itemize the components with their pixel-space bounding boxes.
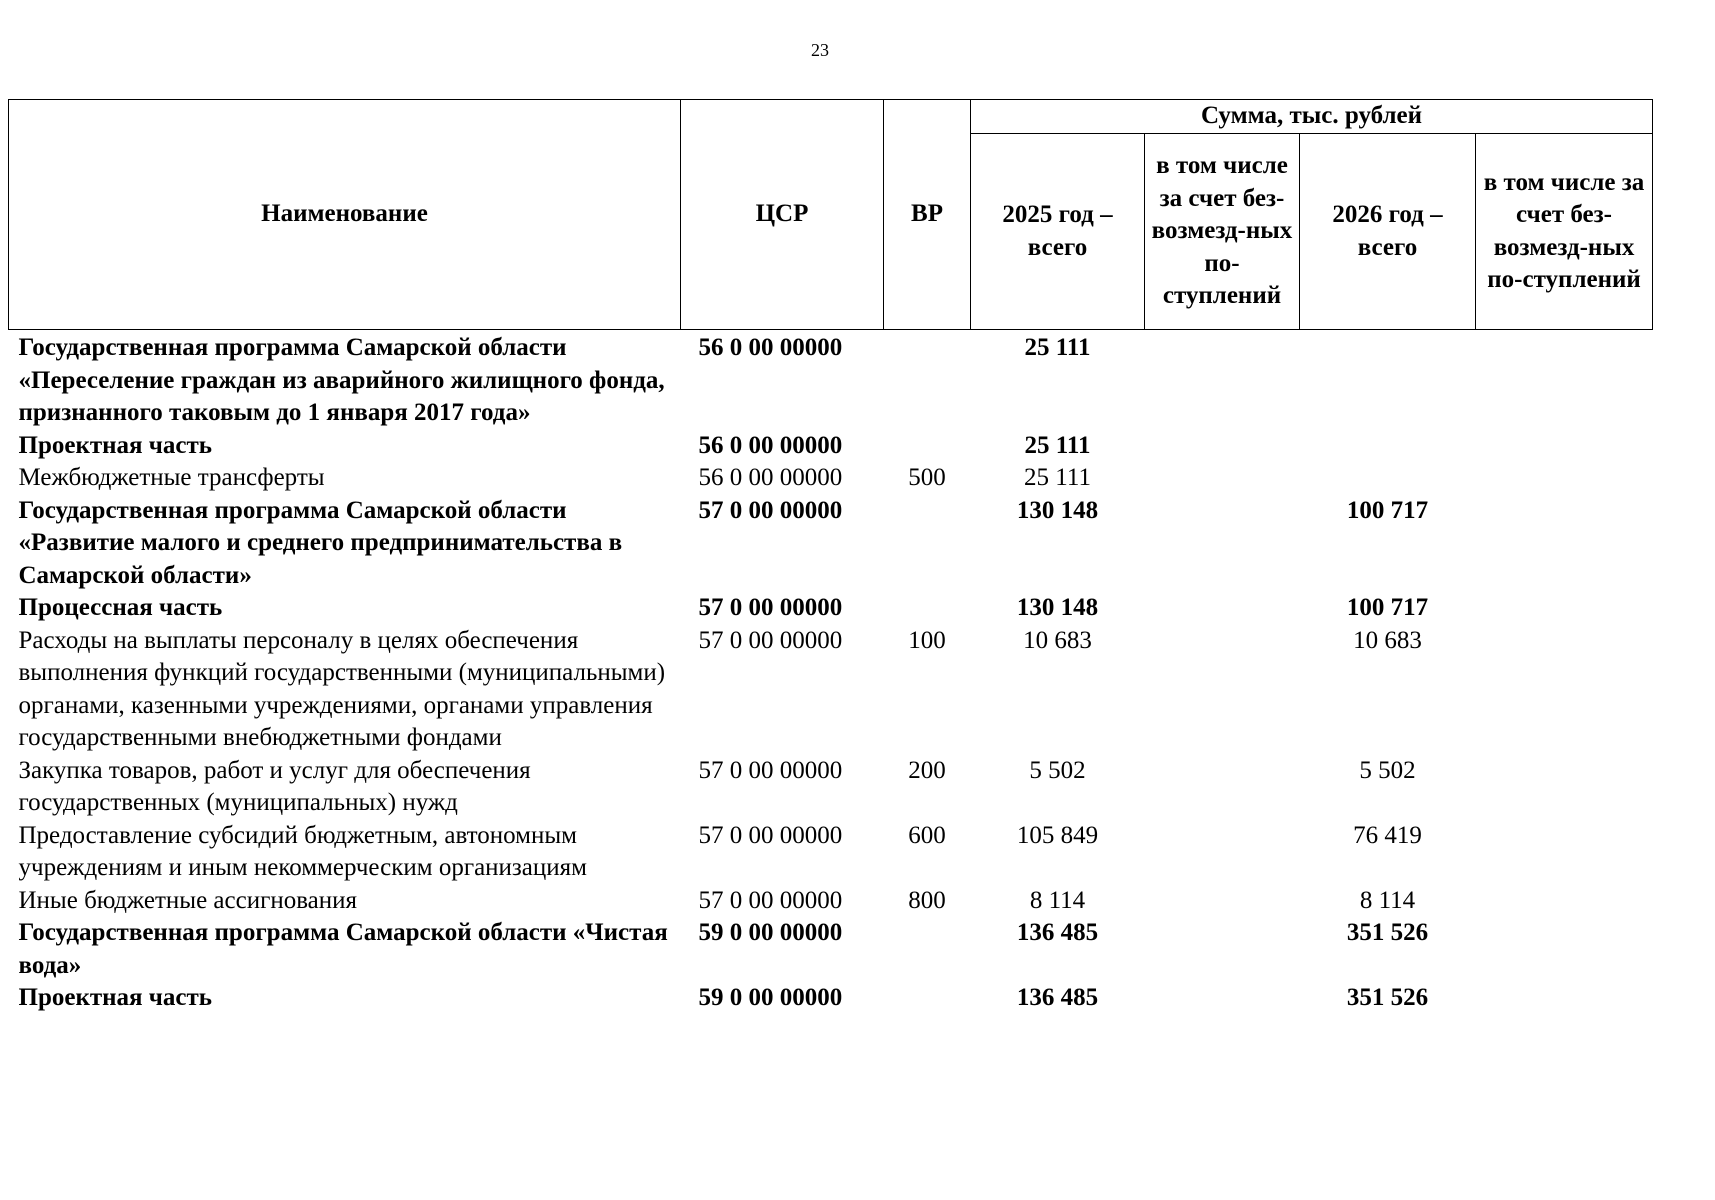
row-2025-gratuitous [1145, 982, 1300, 1015]
row-2025-total: 105 849 [1016, 821, 1099, 849]
row-csr: 59 0 00 00000 [698, 984, 843, 1011]
row-2025-total: 25 111 [1024, 431, 1091, 459]
table-row [9, 430, 1653, 463]
table-row [9, 820, 1653, 885]
row-2025-total: 8 114 [1029, 886, 1086, 914]
row-2025-total: 136 485 [1016, 984, 1099, 1011]
row-vr: 200 [908, 756, 946, 784]
row-vr [884, 330, 971, 430]
table-row [9, 495, 1653, 593]
row-2026-gratuitous [1476, 755, 1653, 820]
row-name: Иные бюджетные ассигнования [18, 886, 358, 914]
row-2026-total: 5 502 [1359, 756, 1416, 784]
row-vr [884, 917, 971, 982]
table-row [9, 462, 1653, 495]
table-row [9, 330, 1653, 430]
table-body [9, 330, 1653, 1015]
budget-table [8, 99, 1653, 1015]
row-2026-total: 100 717 [1346, 594, 1429, 621]
table-row [9, 592, 1653, 625]
row-2026-total: 351 526 [1346, 984, 1429, 1011]
row-2026-gratuitous [1476, 982, 1653, 1015]
row-csr: 56 0 00 00000 [698, 431, 843, 459]
row-2025-total: 10 683 [1023, 626, 1092, 654]
row-name: Проектная часть [18, 984, 213, 1011]
row-2026-total: 76 419 [1353, 821, 1422, 849]
row-2025-gratuitous [1145, 917, 1300, 982]
row-vr: 800 [908, 886, 946, 914]
row-vr: 100 [908, 626, 946, 654]
row-2025-gratuitous [1145, 625, 1300, 755]
row-2026-gratuitous [1476, 885, 1653, 918]
table-row [9, 917, 1653, 982]
row-2026-gratuitous [1476, 592, 1653, 625]
header-name: Наименование [9, 100, 681, 330]
row-2025-gratuitous [1145, 462, 1300, 495]
row-vr [884, 592, 971, 625]
row-2026-total [1300, 462, 1476, 495]
row-csr: 57 0 00 00000 [698, 626, 843, 654]
row-name: Расходы на выплаты персоналу в целях обеспечения выполнения функций государственными (муниципальными) органами, казенными учреждениями, органами управления государственными внебюджетными фондами [18, 626, 666, 751]
row-name: Предоставление субсидий бюджетным, автономным учреждениям и иным некоммерческим организациям [18, 821, 587, 881]
row-2026-total: 100 717 [1346, 496, 1429, 524]
row-vr [884, 982, 971, 1015]
row-csr: 56 0 00 00000 [698, 464, 843, 491]
row-csr: 59 0 00 00000 [698, 919, 843, 946]
table-row [9, 885, 1653, 918]
row-2025-total: 130 148 [1016, 594, 1099, 621]
header-2025-total: 2025 год – всего [971, 134, 1145, 330]
row-2026-gratuitous [1476, 625, 1653, 755]
header-sum-group: Сумма, тыс. рублей [971, 100, 1653, 134]
row-2026-gratuitous [1476, 462, 1653, 495]
table-row [9, 625, 1653, 755]
row-vr: 500 [908, 464, 946, 491]
row-csr: 57 0 00 00000 [698, 821, 843, 849]
row-2026-total: 8 114 [1359, 886, 1416, 914]
row-2025-gratuitous [1145, 755, 1300, 820]
row-2026-gratuitous [1476, 495, 1653, 593]
row-2025-gratuitous [1145, 820, 1300, 885]
row-2025-total: 130 148 [1016, 496, 1099, 524]
row-2026-gratuitous [1476, 430, 1653, 463]
row-csr: 57 0 00 00000 [698, 496, 843, 524]
row-2026-gratuitous [1476, 820, 1653, 885]
row-vr: 600 [908, 821, 946, 849]
row-2025-gratuitous [1145, 430, 1300, 463]
row-2026-total [1300, 430, 1476, 463]
table-row [9, 982, 1653, 1015]
row-name: Межбюджетные трансферты [18, 464, 325, 491]
row-name: Государственная программа Самарской области «Переселение граждан из аварийного жилищного фонда, признанного таковым до 1 января 2017 года» [18, 334, 665, 426]
row-vr [884, 430, 971, 463]
row-csr: 56 0 00 00000 [698, 334, 843, 361]
row-csr: 57 0 00 00000 [698, 594, 843, 621]
row-name: Государственная программа Самарской области «Чистая вода» [18, 919, 668, 979]
row-2025-gratuitous [1145, 592, 1300, 625]
row-name: Процессная часть [18, 594, 223, 621]
row-2025-total: 25 111 [1024, 464, 1091, 491]
row-csr: 57 0 00 00000 [698, 756, 843, 784]
row-vr [884, 495, 971, 593]
row-2026-gratuitous [1476, 330, 1653, 430]
header-2026-gratuitous: в том числе за счет без-возмезд-ных по-ступлений [1476, 134, 1653, 330]
row-2026-total: 10 683 [1353, 626, 1422, 654]
header-csr: ЦСР [681, 100, 884, 330]
row-2025-total: 5 502 [1029, 756, 1086, 784]
row-2026-total: 351 526 [1346, 919, 1429, 946]
row-2025-total: 25 111 [1024, 334, 1091, 361]
row-name: Закупка товаров, работ и услуг для обеспечения государственных (муниципальных) нужд [18, 756, 531, 816]
row-2025-gratuitous [1145, 885, 1300, 918]
header-2025-gratuitous: в том числе за счет без-возмезд-ных по-ступлений [1145, 134, 1300, 330]
row-2026-total [1300, 330, 1476, 430]
row-2025-gratuitous [1145, 495, 1300, 593]
row-name: Государственная программа Самарской области «Развитие малого и среднего предпринимательства в Самарской области» [18, 496, 623, 589]
row-csr: 57 0 00 00000 [698, 886, 843, 914]
header-2026-total: 2026 год – всего [1300, 134, 1476, 330]
header-vr: ВР [884, 100, 971, 330]
row-2025-gratuitous [1145, 330, 1300, 430]
page-number: 23 [811, 40, 829, 60]
row-name: Проектная часть [18, 431, 213, 459]
row-2026-gratuitous [1476, 917, 1653, 982]
row-2025-total: 136 485 [1016, 919, 1099, 946]
table-row [9, 755, 1653, 820]
